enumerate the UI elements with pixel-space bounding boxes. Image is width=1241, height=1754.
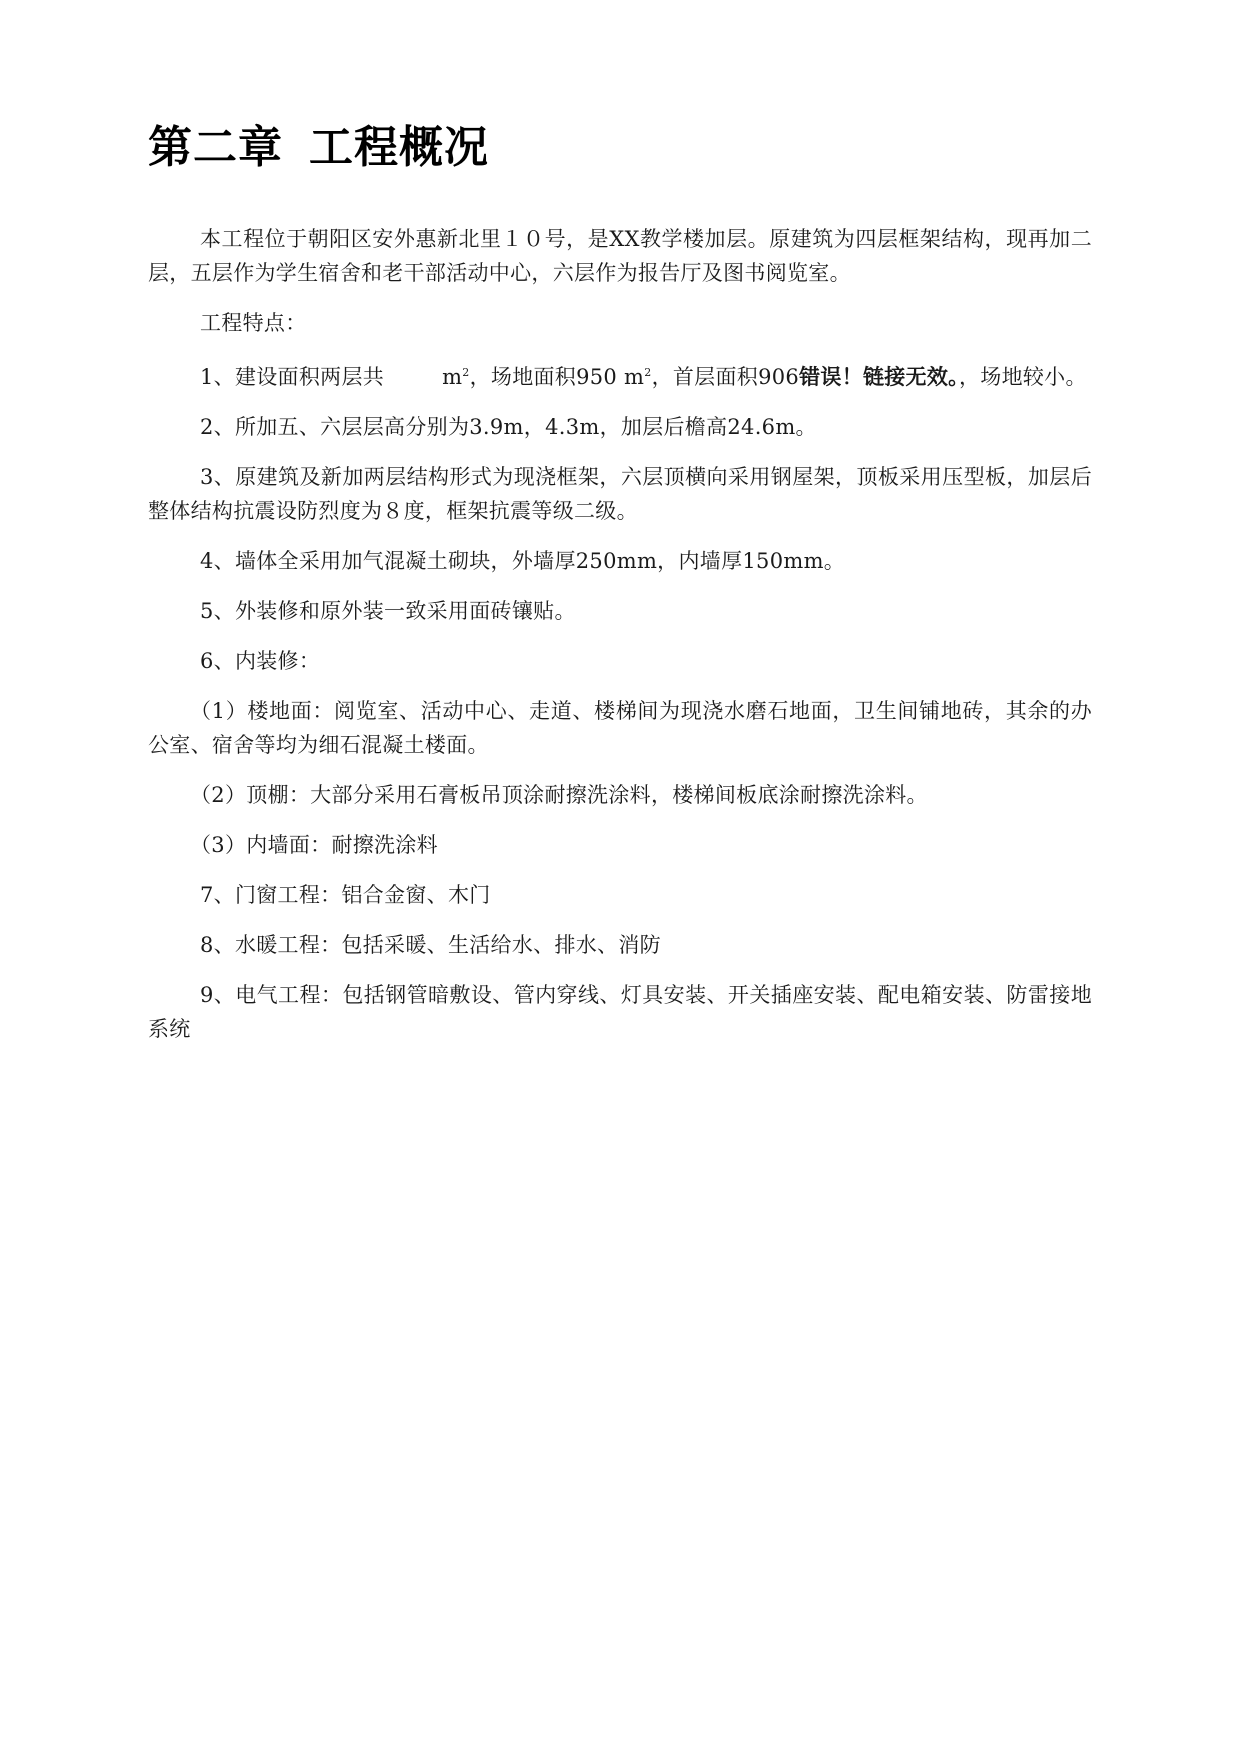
item-6: 6、内装修： (200, 649, 321, 673)
item-6-2: （2）顶棚：大部分采用石膏板吊顶涂耐擦洗涂料，楼梯间板底涂耐擦洗涂料。 (190, 783, 928, 807)
item-1-text-d: ，场地较小。 (958, 365, 1087, 389)
body-text (148, 222, 1092, 1062)
intro-paragraph: 本工程位于朝阳区安外惠新北里１０号，是XX教学楼加层。原建筑为四层框架结构，现再加二层，五层作为学生宿舍和老干部活动中心，六层作为报告厅及图书阅览室。 (148, 227, 1092, 285)
item-6-1: （1）楼地面：阅览室、活动中心、走道、楼梯间为现浇水磨石地面，卫生间铺地砖，其余的办公室、宿舍等均为细石混凝土楼面。 (148, 699, 1092, 757)
item-3: 3、原建筑及新加两层结构形式为现浇框架，六层顶横向采用钢屋架，顶板采用压型板，加层后整体结构抗震设防烈度为８度，框架抗震等级二级。 (148, 465, 1092, 523)
item-1-text-c: ，首层面积906 (651, 365, 800, 389)
item-1-sup-1: 2 (462, 366, 470, 379)
item-5: 5、外装修和原外装一致采用面砖镶贴。 (200, 599, 576, 623)
item-1-text-b: ，场地面积950 m (469, 365, 645, 389)
item-6-3: （3）内墙面：耐擦洗涂料 (190, 833, 438, 857)
item-4: 4、墙体全采用加气混凝土砌块，外墙厚250mm，内墙厚150mm。 (200, 549, 846, 573)
item-1-text-a: 1、建设面积两层共 (200, 365, 385, 389)
item-8: 8、水暖工程：包括采暖、生活给水、排水、消防 (200, 933, 661, 957)
item-2: 2、所加五、六层层高分别为3.9m，4.3m，加层后檐高24.6m。 (200, 415, 817, 439)
item-9: 9、电气工程：包括钢管暗敷设、管内穿线、灯具安装、开关插座安装、配电箱安装、防雷接地系统 (148, 983, 1092, 1041)
item-1 (148, 356, 1092, 394)
item-7: 7、门窗工程：铝合金窗、木门 (200, 883, 491, 907)
item-1-sup-2: 2 (644, 366, 652, 379)
chapter-name: 工程概况 (309, 122, 489, 173)
features-heading: 工程特点： (200, 311, 307, 335)
link-error-text: 错误！链接无效。 (799, 365, 959, 389)
chapter-number: 第二章 (148, 122, 283, 173)
chapter-title (148, 120, 489, 176)
item-1-unit: m (442, 365, 463, 389)
